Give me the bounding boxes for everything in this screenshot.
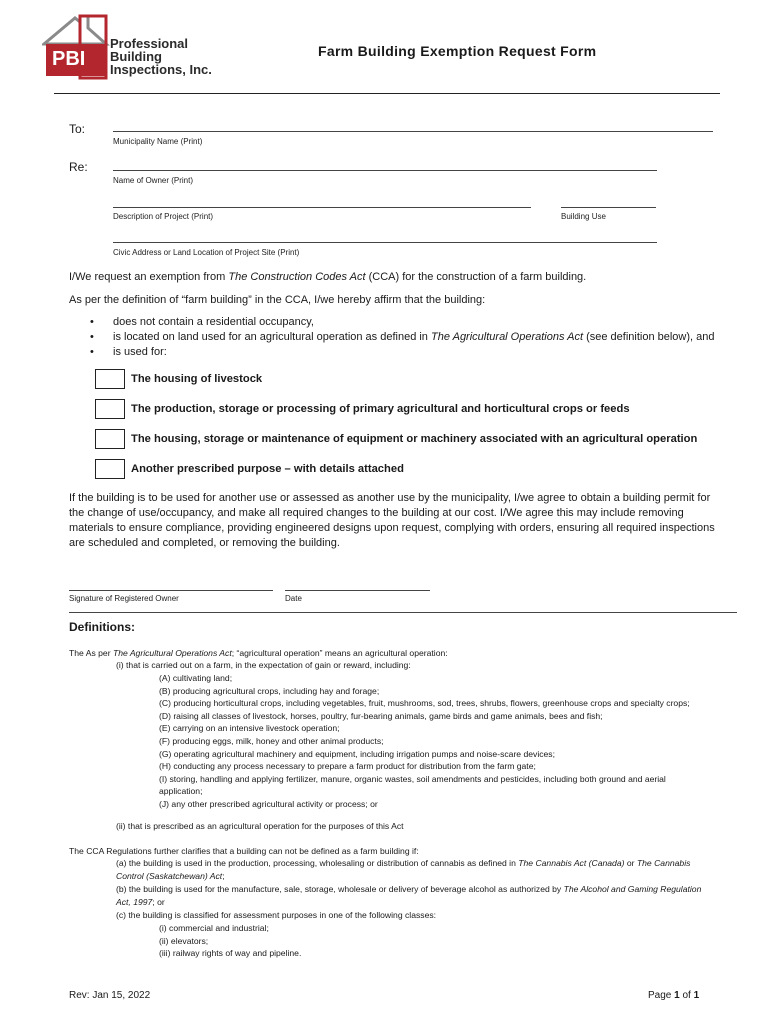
- option-label: Another prescribed purpose – with details attached: [131, 463, 404, 475]
- crops-processing-checkbox[interactable]: [95, 399, 125, 419]
- page-number: Page 1 of 1: [648, 990, 700, 1001]
- project-caption: Description of Project (Print): [113, 212, 214, 221]
- civic-address-field[interactable]: [113, 242, 657, 243]
- project-description-field[interactable]: [113, 207, 531, 208]
- header-divider: [54, 93, 720, 94]
- definition-ii: (ii) that is prescribed as an agricultural operation for the purposes of this Act: [116, 821, 404, 831]
- class-item: (i) commercial and industrial;: [159, 923, 269, 933]
- company-name-line: Professional: [110, 36, 189, 51]
- building-use-field[interactable]: [561, 207, 656, 208]
- owner-name-field[interactable]: [113, 170, 657, 171]
- signature-caption: Signature of Registered Owner: [69, 594, 179, 603]
- company-name: [110, 37, 212, 76]
- to-label: To:: [69, 122, 86, 136]
- housing-livestock-checkbox[interactable]: [95, 369, 125, 389]
- building-use-caption: Building Use: [561, 212, 606, 221]
- municipality-name-field[interactable]: [113, 131, 713, 132]
- equipment-storage-checkbox[interactable]: [95, 429, 125, 449]
- definition-item: (D) raising all classes of livestock, horses, poultry, fur-bearing animals, game birds and game animals, bees and fish;: [159, 710, 603, 721]
- definition-item: application;: [159, 786, 203, 797]
- agreement-paragraph: If the building is to be used for another use or assessed as another use by the municipality, I/we agree to obtain a building permit for the change of use/occupancy, and make all required changes to the building at our cost. I/We agree this may include removing materials to ensure compliance, providing engineered designs upon request, complying with orders, ensuring all required inspections are scheduled and completed, or removing the building.: [69, 492, 715, 549]
- cca-clause-c: (c) the building is classified for assessment purposes in one of the following classes:: [116, 910, 437, 920]
- definition-item: (H) conducting any process necessary to prepare a farm product for distribution from the farm gate;: [159, 761, 536, 772]
- definition-item: (E) carrying on an intensive livestock operation;: [159, 723, 340, 734]
- cca-clause-b: (b) the building is used for the manufacture, sale, storage, wholesale or delivery of beverage alcohol as authorized by The Alcohol and Gaming Regulation Act, 1997; or: [116, 884, 702, 907]
- other-purpose-checkbox[interactable]: [95, 459, 125, 479]
- logo-abbrev: PBI: [52, 48, 86, 70]
- bullet-item: • is used for:: [90, 346, 167, 358]
- definition-item: (I) storing, handling and applying fertilizer, manure, organic wastes, soil amendments and pesticides, including both ground and aerial: [159, 773, 666, 784]
- definition-item: (J) any other prescribed agricultural activity or process; or: [159, 798, 378, 809]
- re-label: Re:: [69, 160, 88, 174]
- definition-item: (C) producing horticultural crops, including vegetables, fruit, mushrooms, sod, trees, shrubs, flowers, greenhouse crops and specialty crops;: [159, 698, 690, 709]
- affirm-paragraph: As per the definition of “farm building” in the CCA, I/we hereby affirm that the building:: [69, 294, 486, 306]
- option-label: The housing, storage or maintenance of equipment or machinery associated with an agricultural operation: [131, 433, 698, 445]
- section-divider: [69, 612, 737, 613]
- revision-date: Rev: Jan 15, 2022: [69, 990, 151, 1001]
- municipality-caption: Municipality Name (Print): [113, 137, 203, 146]
- definition-items: [159, 672, 749, 811]
- cca-intro: The CCA Regulations further clarifies that a building can not be defined as a farm building if:: [69, 846, 419, 856]
- civic-caption: Civic Address or Land Location of Project Site (Print): [113, 248, 300, 257]
- definition-i: (i) that is carried out on a farm, in the expectation of gain or reward, including:: [116, 660, 411, 670]
- option-label: The housing of livestock: [131, 373, 263, 385]
- cca-classes: [159, 922, 301, 960]
- owner-caption: Name of Owner (Print): [113, 176, 194, 185]
- company-logo: [42, 14, 112, 80]
- bullet-item: • is located on land used for an agricultural operation as defined in The Agricultural Operations Act (see definition below), and: [90, 331, 715, 343]
- request-paragraph: I/We request an exemption from The Construction Codes Act (CCA) for the construction of a farm building.: [69, 271, 587, 283]
- option-label: The production, storage or processing of primary agricultural and horticultural crops or feeds: [131, 403, 630, 415]
- definition-item: (G) operating agricultural machinery and equipment, including irrigation pumps and noise-scare devices;: [159, 748, 555, 759]
- class-item: (ii) elevators;: [159, 935, 209, 946]
- definitions-intro: The As per The Agricultural Operations Act; “agricultural operation” means an agricultural operation:: [69, 648, 448, 658]
- date-caption: Date: [285, 594, 302, 603]
- company-name-line: Inspections, Inc.: [110, 62, 212, 77]
- date-field[interactable]: [285, 590, 430, 591]
- definition-item: (A) cultivating land;: [159, 673, 233, 683]
- class-item: (iii) railway rights of way and pipeline.: [159, 948, 302, 959]
- definition-item: (B) producing agricultural crops, including hay and forage;: [159, 685, 380, 696]
- bullet-item: • does not contain a residential occupancy,: [90, 316, 314, 328]
- bullet-list: [90, 315, 715, 360]
- company-name-line: Building: [110, 49, 162, 64]
- form-title: Farm Building Exemption Request Form: [318, 43, 597, 59]
- definition-item: (F) producing eggs, milk, honey and other animal products;: [159, 735, 384, 746]
- signature-field[interactable]: [69, 590, 273, 591]
- definitions-heading: Definitions:: [69, 620, 135, 634]
- cca-clause-a: (a) the building is used in the production, processing, wholesaling or distribution of cannabis as defined in The Cannabis Act (Canada) or The Cannabis Control (Saskatchewan) Act;: [116, 858, 691, 881]
